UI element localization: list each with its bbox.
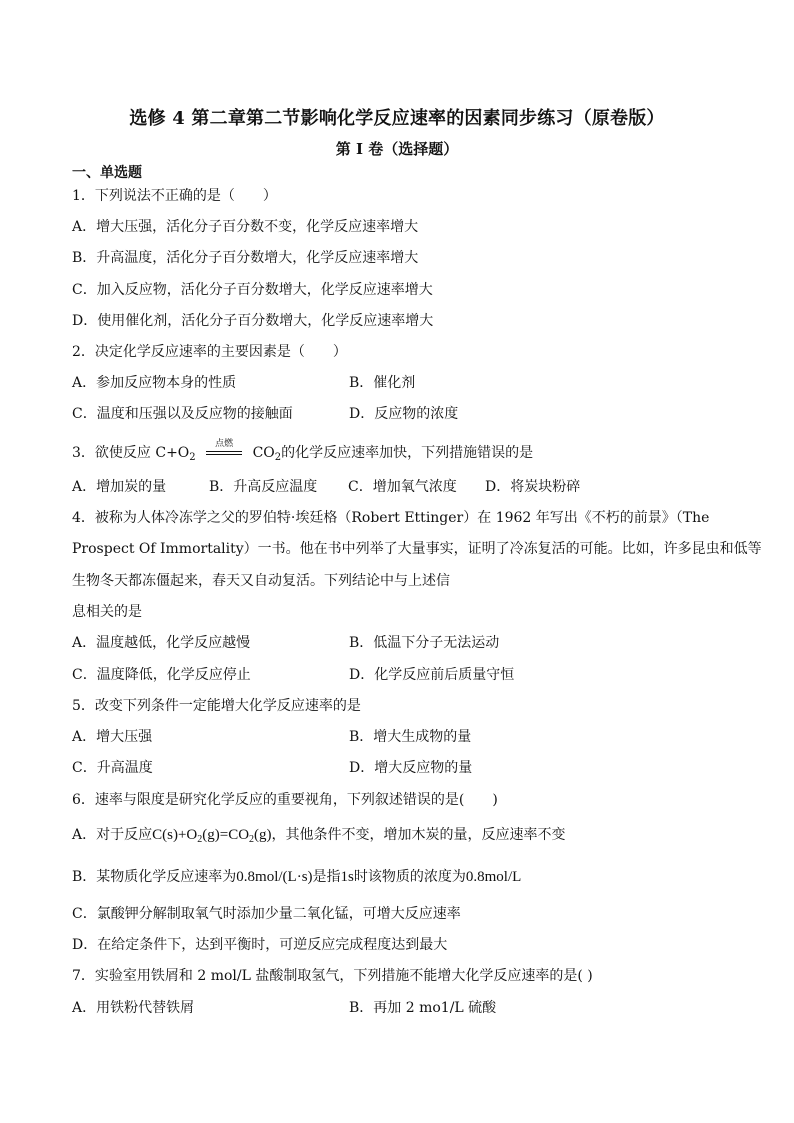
reaction-condition-label: 点燃 (215, 439, 234, 449)
q3-stem (72, 439, 534, 463)
q1-option-b: B．升高温度，活化分子百分数增大，化学反应速率增大 (72, 250, 419, 266)
q6-equation (152, 827, 271, 843)
q1-option-c: C．加入反应物，活化分子百分数增大，化学反应速率增大 (72, 282, 433, 298)
q1-option-a: A．增大压强，活化分子百分数不变，化学反应速率增大 (72, 219, 419, 235)
q7-option-b: B．再加 2 mo1/L 硫酸 (349, 1000, 497, 1016)
q6-b-part1: B．某物质化学反应速率为 (72, 869, 237, 885)
q7-option-a: A．用铁粉代替铁屑 (72, 1000, 195, 1016)
q5-option-b: B．增大生成物的量 (349, 729, 472, 745)
q5-option-d: D．增大反应物的量 (349, 760, 473, 776)
q6-option-b (72, 868, 521, 886)
equal-bar-top (206, 451, 242, 452)
q4-option-a: A．温度越低，化学反应越慢 (72, 635, 251, 651)
q3-option-d: D．将炭块粉碎 (485, 479, 581, 495)
eq-sub2: 2 (249, 834, 255, 845)
q6-b-rate: 0.8mol/(L·s) (236, 869, 313, 885)
q3-stem-start: 3．欲使反应 C+O (72, 445, 190, 461)
q4-option-d: D．化学反应前后质量守恒 (349, 667, 515, 683)
q5-option-a: A．增大压强 (72, 729, 153, 745)
q3-option-c: C．增加氧气浓度 (348, 479, 457, 495)
q6-option-d: D．在给定条件下，达到平衡时，可逆反应完成程度达到最大 (72, 937, 448, 953)
q2-stem: 2．决定化学反应速率的主要因素是（ ） (72, 344, 347, 360)
q2-option-b: B．催化剂 (349, 375, 416, 391)
q6-option-a-end: ，其他条件不变，增加木炭的量，反应速率不变 (271, 827, 566, 843)
q3-o2-subscript: 2 (189, 452, 196, 463)
q4-stem-line2: Prospect Of Immortality）一书。他在书中列举了大量事实，证明了冷冻复活的可能。比如，许多昆虫和低等 (72, 541, 762, 557)
q1-stem: 1．下列说法不正确的是（ ） (72, 188, 277, 204)
q4-option-c: C．温度降低，化学反应停止 (72, 667, 251, 683)
q4-stem-line3: 生物冬天都冻僵起来，春天又自动复活。下列结论中与上述信 (72, 573, 450, 589)
q2-option-a: A．参加反应物本身的性质 (72, 375, 237, 391)
q6-b-part3: 时该物质的浓度为 (353, 869, 466, 885)
q5-stem: 5．改变下列条件一定能增大化学反应速率的是 (72, 698, 361, 714)
q2-option-c: C．温度和压强以及反应物的接触面 (72, 406, 293, 422)
document-subtitle: 第 I 卷（选择题） (335, 140, 459, 158)
q3-product: CO (252, 445, 275, 461)
reaction-condition-arrow (204, 439, 244, 460)
q3-option-a: A．增加炭的量 (72, 479, 167, 495)
q3-stem-end: 的化学反应速率加快，下列措施错误的是 (281, 445, 534, 461)
document-title: 选修 4 第二章第二节影响化学反应速率的因素同步练习（原卷版） (129, 108, 665, 129)
q4-option-b: B．低温下分子无法运动 (349, 635, 500, 651)
equal-bar-bottom (206, 454, 242, 455)
q3-co2-subscript: 2 (274, 452, 282, 463)
eq-sub1: 2 (197, 834, 203, 845)
eq-part3: (g) (254, 827, 272, 843)
section-heading: 一、单选题 (72, 165, 142, 181)
eq-part2: (g)=CO (202, 827, 250, 843)
q6-b-part2: 是指 (312, 869, 341, 885)
q6-stem: 6．速率与限度是研究化学反应的重要视角，下列叙述错误的是( ) (72, 792, 498, 808)
q7-stem: 7．实验室用铁屑和 2 mol/L 盐酸制取氢气，下列措施不能增大化学反应速率的是( ) (72, 968, 593, 984)
q4-stem-line4: 息相关的是 (72, 604, 142, 620)
q5-option-c: C．升高温度 (72, 760, 153, 776)
q6-option-a (72, 826, 566, 844)
q2-option-d: D．反应物的浓度 (349, 406, 459, 422)
q3-option-b: B．升高反应温度 (209, 479, 318, 495)
q6-b-concentration: 0.8mol/L (465, 869, 522, 885)
q6-option-c: C．氯酸钾分解制取氧气时添加少量二氧化锰，可增大反应速率 (72, 906, 461, 922)
q4-stem-line1: 4．被称为人体冷冻学之父的罗伯特·埃廷格（Robert Ettinger）在 1962 年写出《不朽的前景》（The (72, 510, 710, 526)
q6-b-time: 1s (340, 869, 354, 885)
q6-option-a-start: A．对于反应 (72, 827, 153, 843)
eq-part1: C(s)+O (152, 827, 198, 843)
q1-option-d: D．使用催化剂，活化分子百分数增大，化学反应速率增大 (72, 313, 434, 329)
